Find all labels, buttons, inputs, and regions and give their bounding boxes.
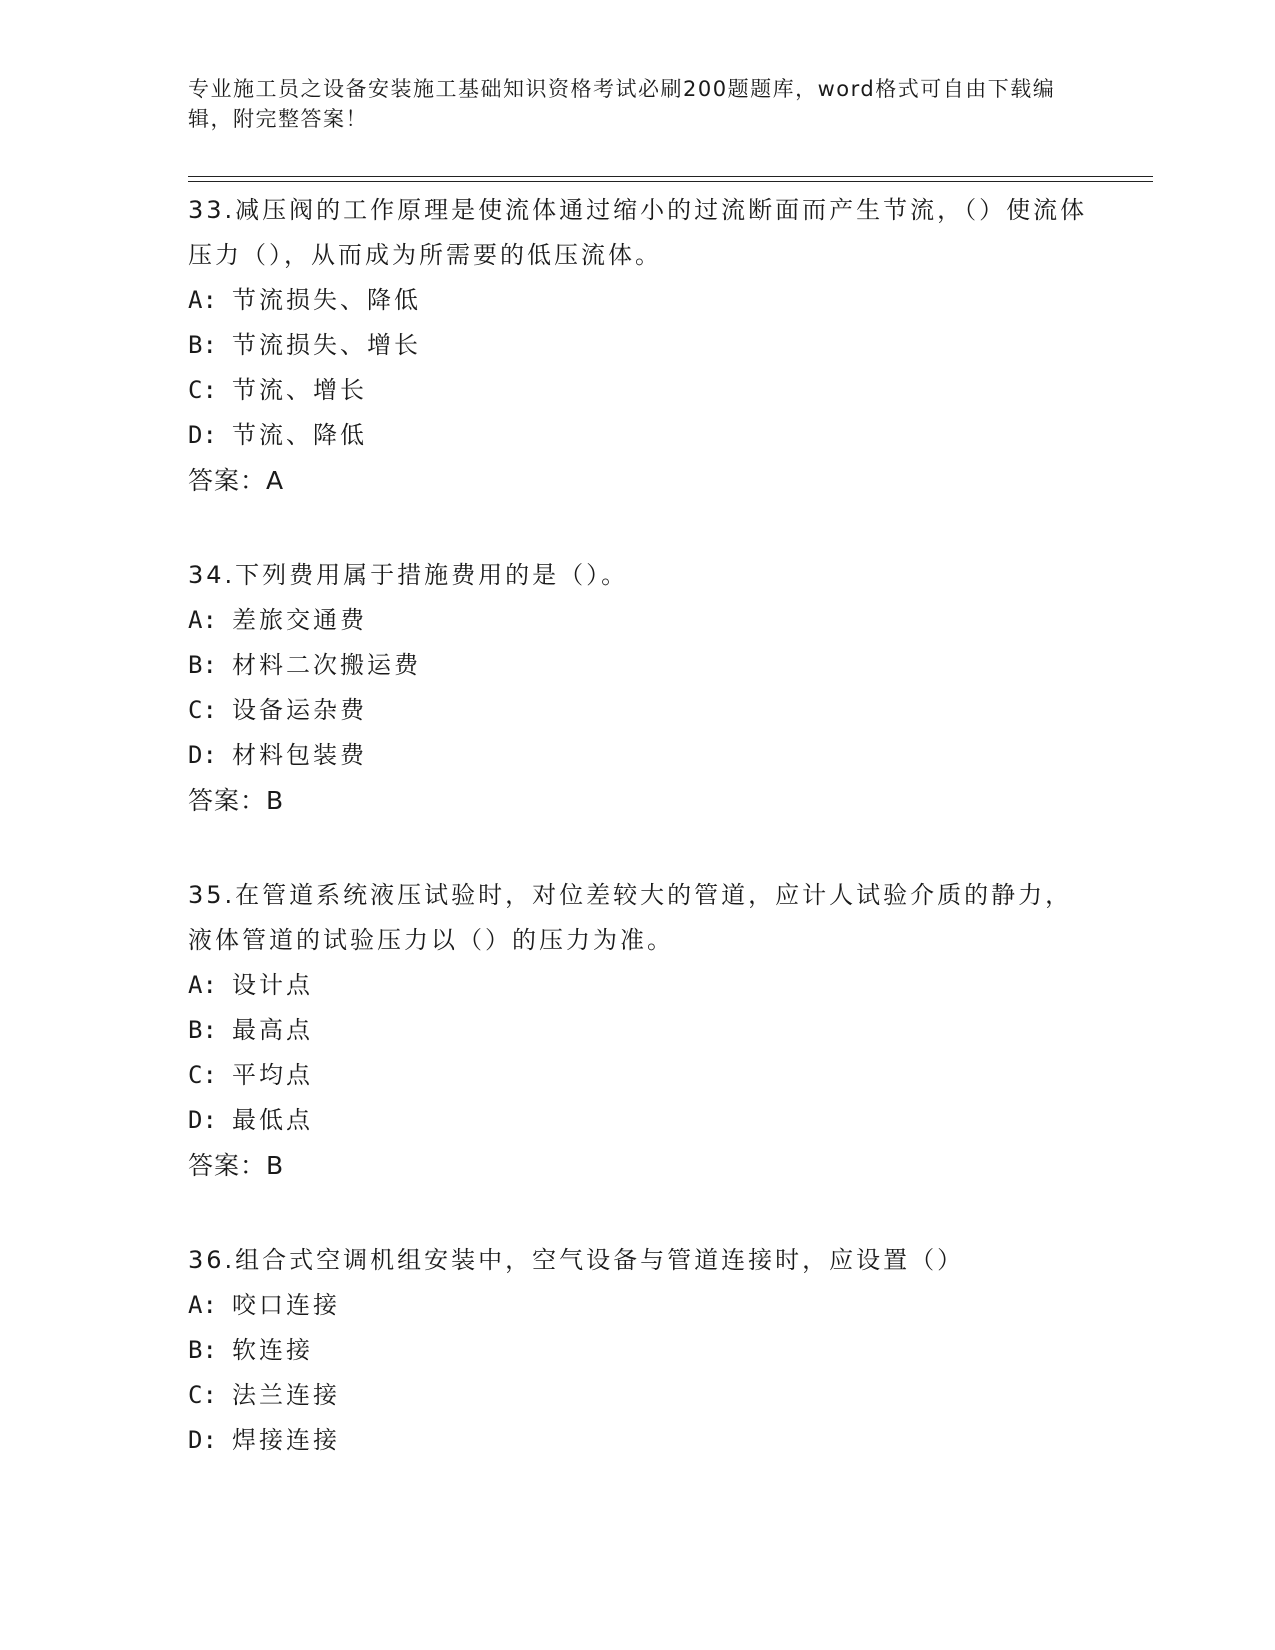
option-text: 咬口连接 — [232, 1291, 340, 1319]
header-divider-top — [188, 176, 1153, 177]
option-letter: B: — [188, 1336, 217, 1364]
option-text: 软连接 — [232, 1336, 313, 1364]
option-d — [188, 1418, 1088, 1463]
question-stem: 34.下列费用属于措施费用的是（）。 — [188, 561, 629, 589]
option-letter: C: — [188, 696, 217, 724]
option-b — [188, 643, 1088, 688]
option-text: 平均点 — [232, 1061, 313, 1089]
option-c — [188, 368, 1088, 413]
option-c — [188, 1373, 1088, 1418]
answer-line: 答案：B — [188, 1151, 285, 1180]
option-letter: D: — [188, 1426, 217, 1454]
option-text: 焊接连接 — [232, 1426, 340, 1454]
option-c — [188, 688, 1088, 733]
option-b — [188, 323, 1088, 368]
option-text: 节流、降低 — [232, 421, 367, 449]
option-c — [188, 1053, 1088, 1098]
option-text: 设计点 — [232, 971, 313, 999]
option-b — [188, 1328, 1088, 1373]
option-text: 法兰连接 — [232, 1381, 340, 1409]
option-letter: C: — [188, 1061, 217, 1089]
option-letter: B: — [188, 1016, 217, 1044]
option-text: 材料二次搬运费 — [232, 651, 421, 679]
option-d — [188, 733, 1088, 778]
option-letter: B: — [188, 331, 217, 359]
option-letter: D: — [188, 421, 217, 449]
option-d — [188, 413, 1088, 458]
question-stem: 35.在管道系统液压试验时，对位差较大的管道，应计人试验介质的静力，液体管道的试验压力以（）的压力为准。 — [188, 881, 1073, 954]
option-letter: A: — [188, 606, 217, 634]
option-text: 节流损失、降低 — [232, 286, 421, 314]
question-35 — [188, 873, 1088, 1188]
question-33 — [188, 188, 1088, 503]
question-stem: 36.组合式空调机组安装中，空气设备与管道连接时，应设置（） — [188, 1246, 965, 1274]
option-text: 差旅交通费 — [232, 606, 367, 634]
option-a — [188, 278, 1088, 323]
option-letter: C: — [188, 376, 217, 404]
option-text: 材料包装费 — [232, 741, 367, 769]
answer-line: 答案：A — [188, 466, 285, 495]
option-letter: A: — [188, 971, 217, 999]
question-stem: 33.减压阀的工作原理是使流体通过缩小的过流断面而产生节流，（）使流体压力（），从而成为所需要的低压流体。 — [188, 196, 1088, 269]
answer-line: 答案：B — [188, 786, 285, 815]
question-36 — [188, 1238, 1088, 1463]
option-letter: D: — [188, 741, 217, 769]
option-text: 最高点 — [232, 1016, 313, 1044]
option-text: 节流、增长 — [232, 376, 367, 404]
header-divider-bottom — [188, 181, 1153, 182]
option-a — [188, 1283, 1088, 1328]
option-letter: B: — [188, 651, 217, 679]
question-34 — [188, 553, 1088, 823]
option-b — [188, 1008, 1088, 1053]
option-text: 设备运杂费 — [232, 696, 367, 724]
option-a — [188, 963, 1088, 1008]
option-letter: C: — [188, 1381, 217, 1409]
document-header: 专业施工员之设备安装施工基础知识资格考试必刷200题题库，word格式可自由下载编辑，附完整答案！ — [188, 77, 1056, 131]
option-a — [188, 598, 1088, 643]
option-text: 最低点 — [232, 1106, 313, 1134]
option-d — [188, 1098, 1088, 1143]
option-letter: A: — [188, 1291, 217, 1319]
option-text: 节流损失、增长 — [232, 331, 421, 359]
option-letter: D: — [188, 1106, 217, 1134]
option-letter: A: — [188, 286, 217, 314]
